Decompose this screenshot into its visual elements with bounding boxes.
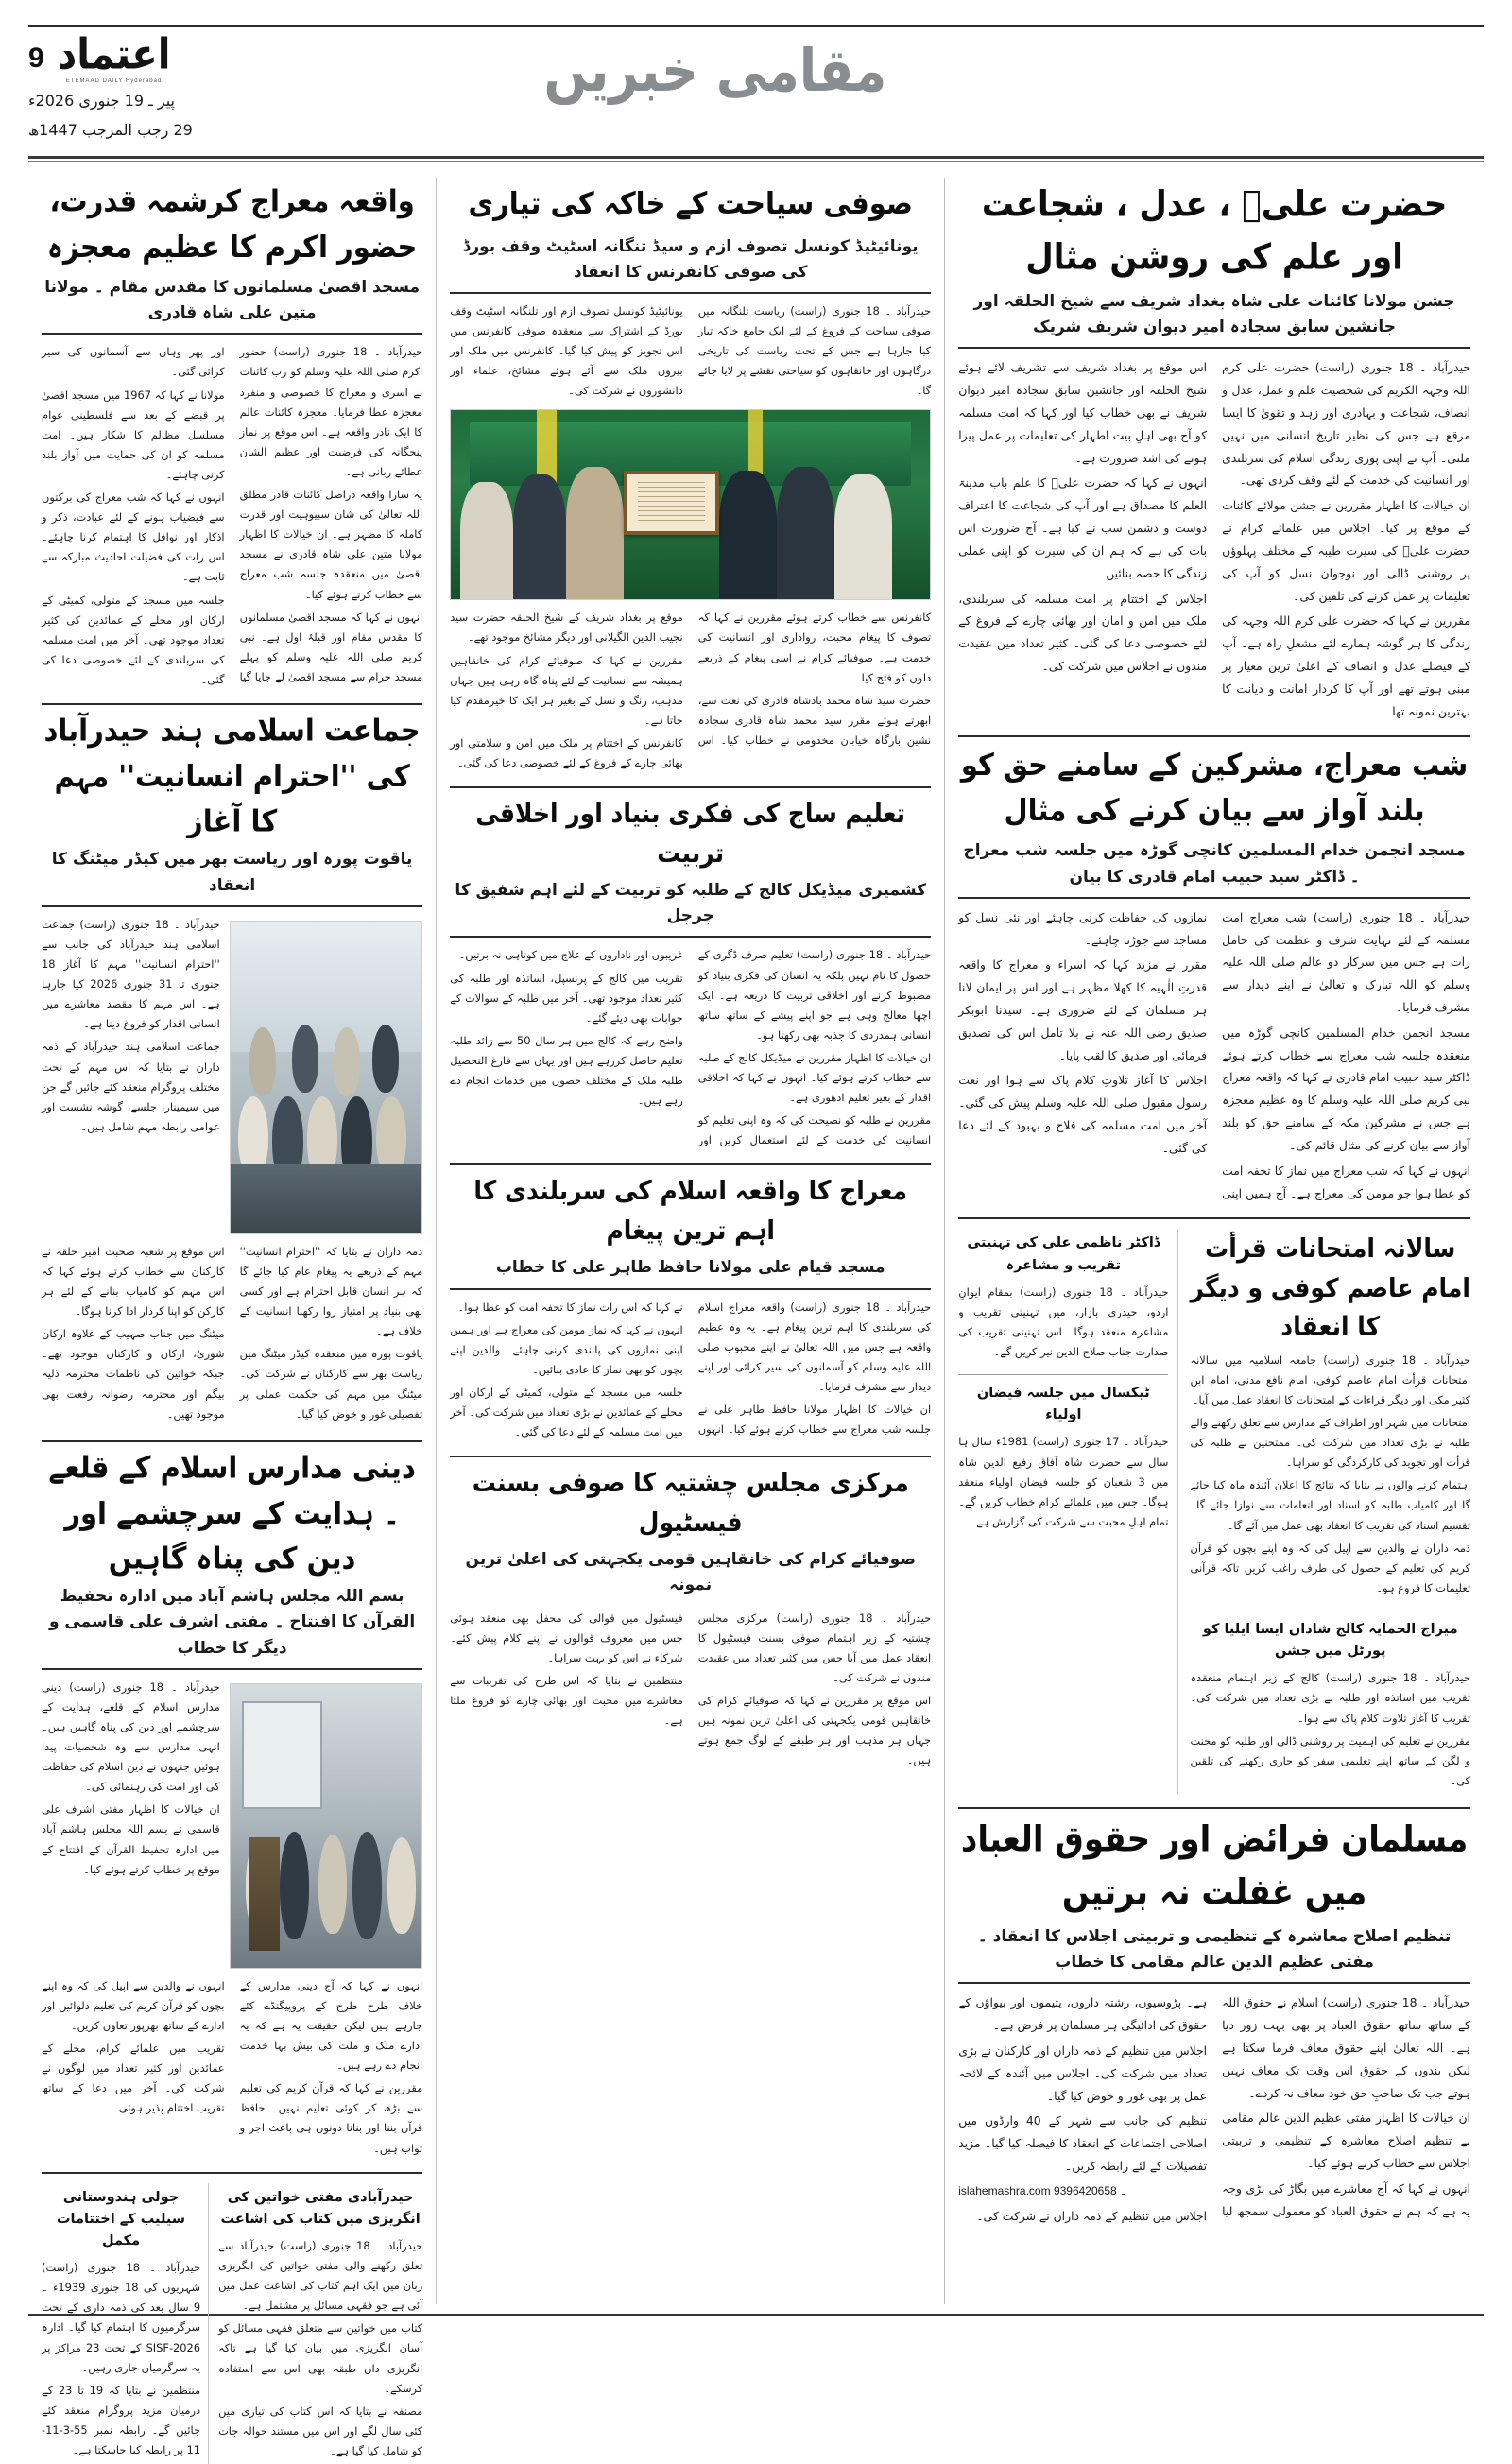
body-left-story2-a bbox=[42, 915, 220, 1140]
paragraph: حیدرآباد ۔ 18 جنوری (راست) شہریوں کی 18 جنوری 1939ء ۔ 9 سال بعد کی ذمہ داری کے تحت سرگرمیوں کا اہتمام کیا گیا۔ ادارہ SISF-2026 کے تحت 23 مراکز پر یہ سرگرمیاں جاری رہیں۔ bbox=[42, 2261, 201, 2374]
paragraph: انہوں نے کہا کہ حضرت علیؓ کا علم باب مدینۃ العلم کا مصداق ہے اور آپ کی شجاعت کا اعتراف دوست و دشمن سب نے کیا ہے۔ آج ضرورت اس بات کی ہے کہ ہم ان کی سیرت کو اپنی عملی زندگی کا حصہ بنائیں۔ bbox=[958, 475, 1208, 580]
paragraph: کتاب میں خواتین سے متعلق فقہی مسائل کو آسان انگریزی میں بیان کیا گیا ہے تاکہ انگریزی داں طبقہ بھی اس سے استفادہ کرسکے۔ bbox=[218, 2321, 423, 2395]
paragraph: مقرر نے مزید کہا کہ اسراء و معراج کا واقعہ قدرتِ الٰہیہ کا کھلا مظہر ہے اور اس پر ایمان لانا ہر مسلمان کے لئے ضروری ہے۔ سیدنا ابوبکر صدیق رضی اللہ عنہ نے بلا تامل اس کی تصدیق فرمائی اور صدیق کا لقب پایا۔ bbox=[958, 957, 1208, 1062]
paragraph: حیدرآباد ۔ 18 جنوری (راست) جماعت اسلامی ہند حیدرآباد کی جانب سے ''احترام انسانیت'' مہم کا آغاز 18 جنوری تا 31 جنوری 2026 کیا جارہا ہے۔ اس مہم کا مقصد معاشرے میں انسانی اقدار کو فروغ دینا ہے۔ bbox=[42, 917, 220, 1031]
paragraph: واضح رہے کہ کالج میں ہر سال 50 سے زائد طلبہ تعلیم حاصل کررہے ہیں اور یہاں سے فارغ التحصیل طلبہ ملک کے مختلف حصوں میں خدمات انجام دے رہے ہیں۔ bbox=[450, 1033, 683, 1108]
brand-logo: اعتماد bbox=[57, 30, 171, 79]
paragraph: مسجد انجمن خدام المسلمین کانچی گوڑہ میں منعقدہ جلسہ شب معراج سے خطاب کرتے ہوئے ڈاکٹر سید حبیب امام قادری نے کہا کہ واقعہ معراج نبی کریم صلی اللہ علیہ وسلم کا وہ عظیم معجزہ ہے جس نے مشرکین مکہ کے سامنے حق کو بلند آواز سے بیان کرنے کی مثال قائم کی۔ bbox=[1222, 1025, 1470, 1152]
divider bbox=[42, 1440, 422, 1442]
divider bbox=[42, 703, 422, 705]
paragraph: حیدرآباد ۔ 18 جنوری (راست) شب معراج امت مسلمہ کے لئے نہایت شرف و عظمت کی حامل رات ہے جس میں سرکار دو عالم صلی اللہ علیہ وسلم کو اللہ تبارک و تعالیٰ نے اپنے دیدار سے مشرف فرمایا۔ bbox=[1222, 909, 1470, 1014]
photo-madrasa-inauguration bbox=[230, 1683, 422, 1969]
paragraph: اہتمام کرنے والوں نے بتایا کہ نتائج کا اعلان آئندہ ماہ کیا جائے گا اور کامیاب طلبہ کو اسناد اور انعامات سے نوازا جائے گا۔ تقسیم اسناد کی تقریب کا انعقاد بھی عمل میں آئے گا۔ bbox=[1190, 1478, 1470, 1532]
body-left-story5 bbox=[42, 2258, 200, 2463]
divider bbox=[958, 1807, 1470, 1809]
paragraph: اجلاس میں تنظیم کے ذمہ داران نے شرکت کی۔ bbox=[976, 2208, 1208, 2223]
paragraph: حیدرآباد ۔ 18 جنوری (راست) تعلیم صرف ڈگری کے حصول کا نام نہیں بلکہ یہ انسان کی فکری بنیاد کو مضبوط کرنے اور اخلاقی تربیت کا ذریعہ ہے۔ ایک اچھا معالج وہی ہے جو اپنے پیشے کے ساتھ ساتھ انسانی ہمدردی کا جذبہ بھی رکھتا ہو۔ bbox=[697, 948, 932, 1042]
paragraph: منتظمین نے بتایا کہ اس طرح کی تقریبات سے معاشرے میں محبت اور بھائی چارے کو فروغ ملتا ہے۔ bbox=[450, 1673, 683, 1728]
paragraph: مقررین نے کہا کہ صوفیائے کرام کی خانقاہیں ہمیشہ سے انسانیت کے لئے پناہ گاہ رہی ہیں جہاں مذہب، رنگ و نسل کے بغیر ہر ایک کا خیرمقدم کیا جاتا ہے۔ bbox=[450, 653, 683, 727]
subhead-mid-story4: صوفیائے کرام کی خانقاہیں قومی یکجہتی کی اعلیٰ ترین نمونہ bbox=[465, 1550, 916, 1595]
paragraph: تقریب میں کالج کے پرنسپل، اساتذہ اور طلبہ کی کثیر تعداد موجود تھی۔ آخر میں طلبہ کے سوالات کے جوابات بھی دیئے گئے۔ bbox=[450, 971, 683, 1025]
body-mid-story3 bbox=[450, 1298, 931, 1443]
contact-url[interactable]: islahemashra.com ۔ 9396420658 bbox=[958, 2183, 1127, 2197]
body-left-story2-b bbox=[42, 1242, 422, 1427]
paragraph: اس موقع پر بغداد شریف سے تشریف لائے ہوئے شیخ الحلقہ اور جانشین سابق سجادہ امیر دیوان شریف نے بھی خطاب کیا اور کہا کہ امت مسلمہ کو آج بھی اہلِ بیت اطہار کی تعلیمات پر عمل پیرا ہونے کی اشد ضرورت ہے۔ bbox=[958, 360, 1208, 465]
masthead bbox=[28, 25, 1484, 166]
subhead-mid-story1: یونائیٹیڈ کونسل تصوف ازم و سیڈ تنگانہ اسٹیٹ وقف بورڈ کی صوفی کانفرنس کا انعقاد bbox=[450, 234, 931, 294]
paragraph: میٹنگ میں جناب صہیب کے علاوہ ارکان شوریٰ، ارکان و کارکنان موجود تھے۔ جبکہ خواتین کی ناظمات محترمہ ذلیہ بیگم اور محترمہ رضوانہ رفعت بھی موجود تھیں۔ bbox=[42, 1327, 225, 1421]
paragraph: ان خیالات کا اظہار مولانا حافظ طاہر علی نے جلسہ شب معراج سے خطاب کرتے ہوئے کیا۔ انہوں نے کہا کہ اس رات نماز کا تحفہ امت کو عطا ہوا۔ bbox=[457, 1300, 932, 1437]
paragraph: انہوں نے کہا کہ نماز مومن کی معراج ہے اور ہمیں اپنی نمازوں کی پابندی کرنی چاہئے۔ والدین اپنے بچوں کو بھی نماز کا عادی بنائیں۔ bbox=[450, 1322, 683, 1376]
subhead-mid-story2: کشمیری میڈیکل کالج کے طلبہ کو تربیت کے لئے اہم شفیق کا چرچل bbox=[450, 878, 931, 938]
headline-left-story4: حیدرآبادی مفتی خواتین کی انگریزی میں کتاب کی اشاعت bbox=[220, 2189, 421, 2227]
body-mid-story1 bbox=[450, 302, 931, 404]
paragraph: انہوں نے والدین سے اپیل کی کہ وہ اپنے بچوں کو قرآن کریم کی تعلیم دلوائیں اور ادارے کے ساتھ بھرپور تعاون کریں۔ bbox=[42, 1978, 225, 2032]
box1-title: ڈاکٹر ناظمی علی کی تہنیتی تقریب و مشاعرہ bbox=[967, 1235, 1160, 1273]
subhead-right-story2: مسجد انجمن خدام المسلمین کانچی گوڑہ میں جلسہ شب معراج ۔ ڈاکٹر سید حبیب امام قادری کا بیان bbox=[958, 838, 1470, 898]
divider bbox=[42, 2172, 422, 2174]
masthead-thin-rule bbox=[28, 161, 1484, 162]
paragraph: ذمہ داران نے والدین سے اپیل کی کہ وہ اپنے بچوں کو قرآن کریم کی تعلیم کے حصول کی طرف راغب کریں تاکہ قرآنی تعلیمات کا فروغ ہو۔ bbox=[1190, 1541, 1470, 1594]
paragraph: انہوں نے کہا کہ شب معراج کی برکتوں سے فیضیاب ہونے کے لئے عبادت، ذکر و اذکار اور نوافل کا اہتمام کرنا چاہئے۔ اس رات کی فضیلت احادیث مبارکہ سے ثابت ہے۔ bbox=[42, 491, 225, 584]
paragraph: ذمہ داران نے بتایا کہ ''احترام انسانیت'' مہم کے ذریعے یہ پیغام عام کیا جائے گا کہ ہر انسان قابل احترام ہے اور کسی بھی بنیاد پر امتیاز روا رکھنا انسانیت کے خلاف ہے۔ bbox=[239, 1244, 423, 1338]
paragraph: حیدرآباد ۔ 18 جنوری (راست) جامعہ اسلامیہ میں سالانہ امتحانات قرأت امام عاصم کوفی، امام نافع مدنی، امام ابن کثیر مکی اور دیگر قراءات کے امتحانات کا انعقاد عمل میں آیا۔ bbox=[1190, 1353, 1470, 1406]
body-left-story1 bbox=[42, 342, 422, 690]
page-columns bbox=[28, 178, 1484, 2457]
headline-mid-story4: مرکزی مجلس چشتیہ کا صوفی بسنت فیسٹیول bbox=[472, 1467, 909, 1538]
body-right-story3 bbox=[1190, 1351, 1470, 1601]
photo-cadre-meeting bbox=[230, 921, 422, 1234]
paragraph: انہوں نے کہا کہ آج دینی مدارس کے خلاف طرح طرح کے پروپیگنڈے کئے جارہے ہیں لیکن حقیقت یہ ہے کہ یہ ادارے ملک و ملت کی بیش بہا خدمت انجام دے رہے ہیں۔ bbox=[239, 1978, 423, 2073]
paragraph: انہوں نے کہا کہ مسجد اقصیٰ مسلمانوں کا مقدس مقام اور قبلۂ اول ہے۔ نبی کریم صلی اللہ علیہ وسلم کو پہلے مسجد حرام سے مسجد اقصیٰ لے جایا گیا اور پھر وہاں سے آسمانوں کی سیر کرائی گئی۔ bbox=[42, 345, 423, 683]
paragraph: یہ سارا واقعہ دراصل کائنات قادر مطلق اللہ تعالیٰ کی شان سبیوہیت اور قدرت کاملہ کا مظہر ہے۔ ان خیالات کا اظہار مولانا متین علی شاہ قادری نے مسجد اقصیٰ میں منعقدہ جلسہ شب معراج سے خطاب کرتے ہوئے کیا۔ bbox=[239, 488, 423, 601]
paragraph: انہوں نے کہا کہ آج معاشرے میں بگاڑ کی بڑی وجہ یہ ہے کہ ہم نے حقوق العباد کو معمولی سمجھ لیا ہے۔ پڑوسیوں، رشتہ داروں، یتیموں اور بیواؤں کے حقوق کی ادائیگی ہر مسلمان پر فرض ہے۔ bbox=[958, 1995, 1470, 2218]
paragraph: حیدرآباد ۔ 18 جنوری (راست) ریاست تلنگانہ میں صوفی سیاحت کے فروغ کے لئے ایک جامع خاکہ تیار کیا جارہا ہے جس کے تحت ریاست کی تاریخی درگاہوں اور خانقاہوں کو سیاحتی نقشے پر لایا جائے گا۔ bbox=[697, 303, 932, 398]
paragraph: تنظیم کی جانب سے شہر کے 40 وارڈوں میں اصلاحی اجتماعات کے انعقاد کا فیصلہ کیا گیا۔ مزید تفصیلات کے لئے رابطہ کریں۔ bbox=[958, 2113, 1208, 2173]
masthead-bottom-rule bbox=[28, 156, 1484, 159]
headline-left-story2: جماعت اسلامی ہند حیدرآباد کی ''احترام انسانیت'' مہم کا آغاز bbox=[43, 712, 421, 838]
masthead-top-rule bbox=[28, 25, 1484, 27]
paragraph: مقررین نے تعلیم کی اہمیت پر روشنی ڈالی اور طلبہ کو محنت و لگن کے ساتھ اپنے تعلیمی سفر کو جاری رکھنے کی تلقین کی۔ bbox=[1190, 1733, 1470, 1787]
brand-subtitle: ETEMAAD DAILY Hyderabad bbox=[65, 78, 163, 84]
headline-right-story3: سالانہ امتحانات قرأت امام عاصم کوفی و دیگر کا انعقاد bbox=[1190, 1233, 1470, 1342]
paragraph: اجلاس میں تنظیم کے ذمہ داران اور کارکنان نے بڑی تعداد میں شرکت کی۔ اجلاس میں آئندہ کے لائحہ عمل پر بھی غور و خوض کیا گیا۔ bbox=[958, 2042, 1208, 2103]
box1-body bbox=[958, 1283, 1168, 1365]
headline-mid-story1: صوفی سیاحت کے خاکہ کی تیاری bbox=[468, 185, 913, 221]
subhead-right-story4: تنظیم اصلاح معاشرہ کے تنظیمی و تربیتی اجلاس کا انعقاد ۔ مفتی عظیم الدین عالم مقامی کا خطاب bbox=[958, 1924, 1470, 1984]
body-right-story2 bbox=[958, 906, 1470, 1205]
divider bbox=[958, 1217, 1470, 1219]
body-right-story1 bbox=[958, 356, 1470, 722]
paragraph: امتحانات میں شہر اور اطراف کے مدارس سے تعلق رکھنے والے طلبہ نے بڑی تعداد میں شرکت کی۔ ممتحنین نے طلبہ کی قرأت اور تجوید کی کارکردگی کو سراہا۔ bbox=[1190, 1416, 1470, 1470]
paragraph: جماعت اسلامی ہند حیدرآباد کے ذمہ داران نے بتایا کہ اس مہم کے تحت مختلف پروگرام منعقد کئے جائیں گے جن میں سیمینار، جلسے، گوشہ نشست اور عوامی رابطہ مہم شامل ہیں۔ bbox=[42, 1040, 220, 1133]
paragraph: کانفرنس کے اختتام پر ملک میں امن و سلامتی اور بھائی چارے کے فروغ کے لئے خصوصی دعا کی گئی۔ bbox=[450, 735, 683, 769]
divider bbox=[450, 1163, 931, 1165]
masthead-brand-block bbox=[28, 30, 193, 143]
headline-left-story5: جولی ہندوستانی سیلیب کے اختتامات مکمل bbox=[56, 2189, 186, 2249]
paragraph: حیدرآباد ۔ 17 جنوری (راست) 1981ء سال ہا سال سے حضرت شاہ آفاق رفیع الدین شاہ میں 3 شعبان کو جلسہ فیضان اولیاء منعقد ہوگا۔ جس میں علمائے کرام خطاب کریں گے۔ تمام اہلِ محبت سے شرکت کی گزارش ہے۔ bbox=[958, 1435, 1169, 1528]
paragraph: جلسہ میں مسجد کے متولی، کمیٹی کے ارکان اور محلے کے عمائدین کی کثیر تعداد موجود تھی۔ آخر میں امت مسلمہ کی سربلندی کے لئے خصوصی دعا کی گئی۔ bbox=[42, 593, 225, 686]
headline-mid-story3: معراج کا واقعہ اسلام کی سربلندی کا اہم ترین پیغام bbox=[473, 1176, 908, 1246]
headline-left-story1: واقعہ معراج کرشمہ قدرت، حضور اکرم کا عظیم معجزہ bbox=[46, 183, 418, 265]
paragraph: اجلاس کا آغاز تلاوتِ کلام پاک سے ہوا اور نعت رسول مقبول صلی اللہ علیہ وسلم پیش کی گئی۔ آخر میں امت مسلمہ کی فلاح و بہبود کے لئے دعا کی گئی۔ bbox=[958, 1073, 1208, 1155]
photo-image bbox=[231, 922, 421, 1233]
paragraph: ان خیالات کا اظہار مفتی اشرف علی قاسمی نے بسم اللہ مجلس ہاشم آباد میں ادارہ تحفیظ القرآن کے افتتاح کے موقع پر خطاب کرتے ہوئے کیا۔ bbox=[42, 1802, 220, 1876]
paragraph: فیسٹیول میں قوالی کی محفل بھی منعقد ہوئی جس میں معروف قوالوں نے اپنے کلام پیش کئے۔ شرکاء نے اس کو بہت سراہا۔ bbox=[450, 1611, 683, 1664]
paragraph: حیدرآباد ۔ 18 جنوری (راست) حضرت علی کرم اللہ وجہہ الکریم کی شخصیت علم و عمل، عدل و انصاف، شجاعت و بہادری اور زہد و تقویٰ کا ایسا مرقع ہے جس کی نظیر تاریخ انسانی میں نہیں ملتی۔ آپ نے اپنی پوری زندگی اسلام کی سربلندی اور انسانیت کی خدمت کے لئے وقف کردی تھی۔ bbox=[1222, 360, 1470, 488]
paragraph: حیدرآباد ۔ 18 جنوری (راست) مرکزی مجلس چشتیہ کے زیر اہتمام صوفی بسنت فیسٹیول کا انعقاد عمل میں آیا جس میں کثیر تعداد میں عقیدت مندوں نے شرکت کی۔ bbox=[697, 1611, 932, 1684]
divider bbox=[958, 735, 1470, 737]
column-middle bbox=[436, 178, 945, 2304]
body-mid-story4 bbox=[450, 1609, 931, 1771]
paragraph: مصنفہ نے بتایا کہ اس کتاب کی تیاری میں کئی سال لگے اور اس میں مستند حوالہ جات کو شامل کیا گیا ہے۔ bbox=[218, 2404, 423, 2457]
headline-mid-story2: تعلیم ساج کی فکری بنیاد اور اخلاقی تربیت bbox=[475, 798, 906, 868]
paragraph: کانفرنس سے خطاب کرتے ہوئے مقررین نے کہا کہ تصوف کا پیغام محبت، رواداری اور انسانیت کی خدمت ہے۔ صوفیائے کرام نے اسی پیغام کے ذریعے دلوں کو فتح کیا۔ bbox=[697, 611, 932, 684]
headline-right-story3b: میراج الحمایہ کالج شاداں ایسا ایلیا کو پورٹل میں جشن bbox=[1202, 1621, 1458, 1660]
paragraph: حیدرآباد ۔ 18 جنوری (راست) اسلام نے حقوق اللہ کے ساتھ ساتھ حقوق العباد پر بھی بہت زور دیا ہے۔ اللہ تعالیٰ اپنے حقوق معاف فرما سکتا ہے لیکن بندوں کے حقوق اس وقت تک معاف نہیں ہوتے جب تک صاحبِ حق خود معاف نہ کردے۔ bbox=[1222, 1995, 1470, 2100]
photo-image bbox=[231, 1684, 421, 1968]
paragraph: حیدرآباد ۔ 18 جنوری (راست) حضور اکرم صلی اللہ علیہ وسلم کو رب کائنات نے اسری و معراج کا خصوصی و منفرد معجزہ عطا فرمایا۔ معجزہ کائنات عالم کا ایک نادر واقعہ ہے۔ اس موقع پر نماز پنجگانہ کی فرضیت اور عظیم الشان عطائے ربانی ہے۔ bbox=[239, 345, 423, 478]
page-number: 9 bbox=[28, 43, 44, 74]
box2-title: ٹیکسال میں جلسہ فیضان اولیاء bbox=[976, 1386, 1150, 1423]
paragraph: مولانا نے کہا کہ 1967 میں مسجد اقصیٰ پر قبضے کے بعد سے فلسطینی عوام مسلسل مظالم کا شکار ہیں۔ امت مسلمہ کو ان کی حمایت میں آواز بلند کرنی چاہئے۔ bbox=[42, 388, 225, 481]
paragraph: حیدرآباد ۔ 18 جنوری (راست) بمقام ایوانِ اردو، حیدری بازار، میں تہنیتی تقریب و مشاعرہ منعقد ہوگا۔ اس تہنیتی تقریب کی صدارت جناب صلاح الدین نیر کریں گے۔ bbox=[958, 1284, 1169, 1358]
paragraph: حیدرآباد ۔ 18 جنوری (راست) کالج کے زیر اہتمام منعقدہ تقریب میں اساتذہ اور طلبہ نے بڑی تعداد میں شرکت کی۔ تقریب کا آغاز تلاوت کلام پاک سے ہوا۔ bbox=[1190, 1671, 1470, 1725]
body-left-story4 bbox=[218, 2236, 422, 2464]
headline-right-story1: حضرت علیؓ ، عدل ، شجاعت اور علم کی روشن مثال bbox=[981, 183, 1448, 279]
divider bbox=[450, 1456, 931, 1457]
body-right-story3b bbox=[1190, 1668, 1470, 1794]
body-mid-story1-cont bbox=[450, 608, 931, 773]
paragraph: حیدرآباد ۔ 18 جنوری (راست) حیدرآباد سے تعلق رکھنے والی مفتی خواتین کی انگریزی زبان میں ایک اہم کتاب کی اشاعت عمل میں آئی ہے جو فقہی مسائل پر مشتمل ہے۔ bbox=[218, 2238, 423, 2313]
paragraph: اس موقع پر شعبہ صحبت امیر حلقہ نے کارکنان سے خطاب کرتے ہوئے کہا کہ اس مہم کو کامیاب بنانے کے لئے ہر کارکن کو اپنا کردار ادا کرنا ہوگا۔ bbox=[42, 1244, 225, 1318]
paragraph: ان خیالات کا اظہار مقررین نے میڈیکل کالج کے طلبہ سے خطاب کرتے ہوئے کیا۔ انہوں نے کہا کہ اخلاقی اقدار کے بغیر تعلیم ادھوری ہے۔ bbox=[697, 1050, 932, 1105]
column-left bbox=[28, 178, 436, 2457]
column-right bbox=[945, 178, 1484, 2304]
paragraph: مقررین نے طلبہ کو نصیحت کی کہ وہ اپنی تعلیم کو انسانیت کی خدمت کے لئے استعمال کریں اور غریبوں اور ناداروں کے علاج میں کوتاہی نہ برتیں۔ bbox=[458, 948, 932, 1147]
body-right-story4 bbox=[958, 1991, 1470, 2227]
paragraph: ان خیالات کا اظہار مفتی عظیم الدین عالم مقامی نے تنظیم اصلاح معاشرہ کے تنظیمی و تربیتی اجلاس سے خطاب کرتے ہوئے کیا۔ bbox=[1222, 2111, 1470, 2170]
date-gregorian: پیر ـ 19 جنوری 2026ء bbox=[28, 92, 175, 110]
paragraph: مقررین نے کہا کہ حضرت علی کرم اللہ وجہہ کی زندگی کا ہر گوشہ ہمارے لئے مشعلِ راہ ہے۔ آپ کے فیصلے عدل و انصاف کے اعلیٰ ترین معیار پر مبنی ہوتے تھے اور آپ کا کردار امانت و دیانت کا بہترین نمونہ تھا۔ bbox=[1222, 613, 1470, 718]
headline-left-story3: دینی مدارس اسلام کے قلعے ۔ ہدایت کے سرچشمے اور دین کی پناہ گاہیں bbox=[48, 1449, 416, 1576]
subhead-left-story2: یاقوت پورہ اور ریاست بھر میں کیڈر میٹنگ کا انعقاد bbox=[42, 847, 422, 906]
body-left-story3-a bbox=[42, 1678, 220, 1883]
paragraph: منتظمین نے بتایا کہ 19 تا 23 کے درمیان مزید پروگرام منعقد کئے جائیں گے۔ رابطہ نمبر 55-3-11-11 پر رابطہ کیا جاسکتا ہے۔ bbox=[42, 2383, 201, 2456]
paragraph: حضرت سید شاہ محمد بادشاہ قادری کی نعت سے، ابھرتے ہوئے مقرر سید محمد شاہ قادری سجادہ نشین بارگاہ خیابان مخدومی نے خطاب کیا۔ اس موقع پر بغداد شریف کے شیخ الحلقہ حضرت سید نجیب الدین الگیلانی اور دیگر مشائخ موجود تھے۔ bbox=[450, 611, 932, 747]
subhead-left-story1: مسجد اقصیٰ مسلمانوں کا مقدس مقام ۔ مولانا متین علی شاہ قادری bbox=[42, 275, 422, 335]
photo-image bbox=[451, 410, 930, 599]
paragraph: ان خیالات کا اظہار مقررین نے جشن مولائے کائنات کے موقع پر کیا۔ اجلاس میں علمائے کرام نے حضرت علیؓ کی سیرت طیبہ کے مختلف پہلوؤں پر روشنی ڈالی اور نوجوان نسل کو آپ کی تعلیمات پر عمل کرنے کی تلقین کی۔ bbox=[1222, 498, 1470, 603]
paragraph: مقررین نے کہا کہ قرآن کریم کی تعلیم سے بڑھ کر کوئی تعلیم نہیں۔ حافظ قرآن بننا اور بنانا دونوں ہی باعث اجر و ثواب ہیں۔ bbox=[239, 2081, 423, 2155]
paragraph: انہوں نے کہا کہ شب معراج میں نماز کا تحفہ امت کو عطا ہوا جو مومن کی معراج ہے۔ آج ہمیں اپنی نمازوں کی حفاظت کرنی چاہئے اور نئی نسل کو مساجد سے جوڑنا چاہئے۔ bbox=[958, 909, 1470, 1200]
body-left-story3-b bbox=[42, 1976, 422, 2159]
box2-body bbox=[958, 1432, 1168, 1534]
paragraph: جلسہ میں مسجد کے متولی، کمیٹی کے ارکان اور محلے کے عمائدین نے بڑی تعداد میں شرکت کی۔ آخر میں امت مسلمہ کے لئے دعا کی گئی۔ bbox=[450, 1385, 683, 1439]
paragraph: اس موقع پر مقررین نے کہا کہ صوفیائے کرام کی خانقاہیں قومی یکجہتی کی اعلیٰ ترین نمونہ ہیں جہاں ہر مذہب اور ہر طبقے کے لوگ جمع ہوتے ہیں۔ bbox=[697, 1694, 932, 1767]
subhead-left-story3: بسم اللہ مجلس ہاشم آباد میں ادارہ تحفیظ القرآن کا افتتاح ۔ مفتی اشرف علی قاسمی و دیگر کا خطاب bbox=[42, 1584, 422, 1670]
paragraph: حیدرآباد ۔ 18 جنوری (راست) واقعہ معراج اسلام کی سربلندی کا اہم ترین پیغام ہے۔ یہ وہ عظیم واقعہ ہے جس میں اللہ تعالیٰ نے اپنے محبوب صلی اللہ علیہ وسلم کو آسمانوں کی سیر کرائی اور اپنے دیدار سے مشرف فرمایا۔ bbox=[697, 1300, 932, 1393]
paragraph: یاقوت پورہ میں منعقدہ کیڈر میٹنگ میں ریاست بھر سے کارکنان نے شرکت کی۔ میٹنگ میں مہم کی حکمت عملی پر تفصیلی غور و خوض کیا گیا۔ bbox=[239, 1347, 423, 1421]
divider bbox=[958, 1374, 1168, 1375]
paragraph: حیدرآباد ۔ 18 جنوری (راست) دینی مدارس اسلام کے قلعے، ہدایت کے سرچشمے اور دین کی پناہ گاہیں ہیں۔ انہی مدارس سے وہ شخصیات پیدا ہوئیں جنہوں نے دین اسلام کی حفاظت کی اور امت کی رہنمائی کی۔ bbox=[42, 1680, 220, 1794]
page-title: مقامی خبریں bbox=[543, 36, 887, 105]
paragraph: اجلاس کے اختتام پر امت مسلمہ کی سربلندی، ملک میں امن و امان اور بھائی چارے کے فروغ کے لئے خصوصی دعا کی گئی۔ کثیر تعداد میں عقیدت مندوں نے اجلاس میں شرکت کی۔ bbox=[958, 591, 1208, 673]
date-hijri: 29 رجب المرجب 1447ھ bbox=[28, 120, 193, 139]
headline-right-story2: شب معراج، مشرکین کے سامنے حق کو بلند آواز سے بیان کرنے کی مثال bbox=[960, 747, 1469, 828]
subhead-mid-story3: مسجد قیام علی مولانا حافظ طاہر علی کا خطاب bbox=[450, 1255, 931, 1289]
headline-right-story4: مسلمان فرائض اور حقوق العباد میں غفلت نہ برتیں bbox=[960, 1818, 1469, 1914]
paragraph: تقریب میں علمائے کرام، محلے کے عمائدین اور کثیر تعداد میں لوگوں نے شرکت کی۔ آخر میں دعا کے ساتھ تقریب اختتام پذیر ہوئی۔ bbox=[42, 2042, 225, 2115]
paragraph: یونائیٹیڈ کونسل تصوف ازم اور تلنگانہ اسٹیٹ وقف بورڈ کے اشتراک سے منعقدہ صوفی کانفرنس میں اس تجویز کو پیش کیا گیا۔ کانفرنس میں ملک اور بیرون ملک سے آئے ہوئے مشائخ، علماء اور دانشوروں نے شرکت کی۔ bbox=[450, 303, 683, 398]
subhead-right-story1: جشن مولانا کائنات علی شاہ بغداد شریف سے شیخ الحلقہ اور جانشین سابق سجادہ امیر دیوان شریف شریک bbox=[958, 289, 1470, 349]
divider bbox=[450, 786, 931, 788]
photo-sufi-conference bbox=[450, 409, 931, 600]
body-mid-story2 bbox=[450, 945, 931, 1150]
